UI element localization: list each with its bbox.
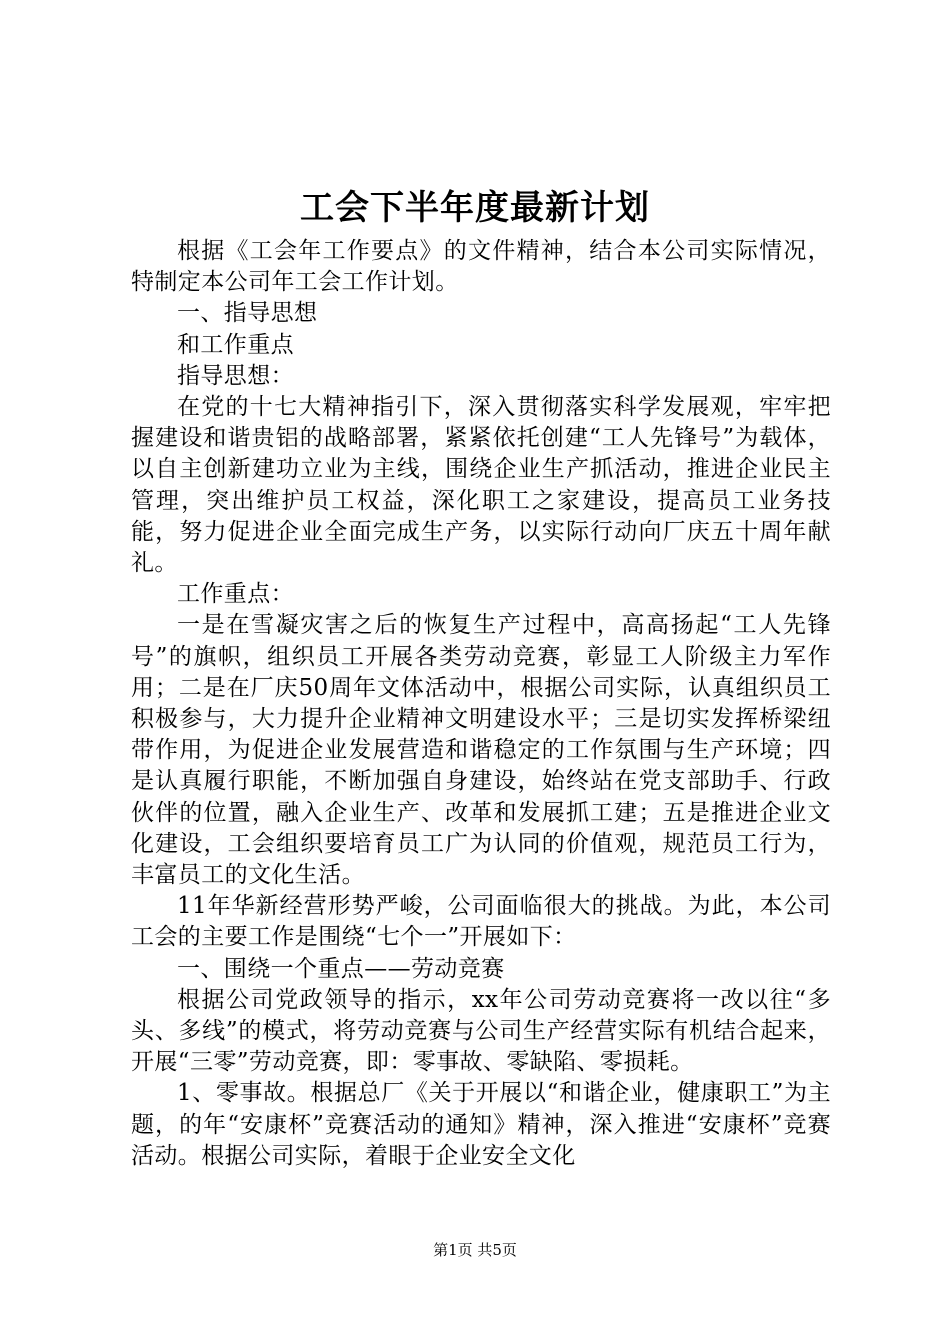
paragraph: 一是在雪凝灾害之后的恢复生产过程中，高高扬起“工人先锋号”的旗帜，组织员工开展各类劳动竞赛，彰显工人阶级主力军作用；二是在厂庆50周年文体活动中，根据公司实际，认真组织员工积极参与，大力提升企业精神文明建设水平；三是切实发挥桥梁纽带作用，为促进企业发展营造和谐稳定的工作氛围与生产环境；四是认真履行职能，不断加强自身建设，始终站在党支部助手、行政伙伴的位置，融入企业生产、改革和发展抓工建；五是推进企业文化建设，工会组织要培育员工广为认同的价值观，规范员工行为，丰富员工的文化生活。 [131, 612, 831, 889]
paragraph: 在党的十七大精神指引下，深入贯彻落实科学发展观，牢牢把握建设和谐贵铝的战略部署，紧紧依托创建“工人先锋号”为载体，以自主创新建功立业为主线，围绕企业生产抓活动，推进企业民主管理，突出维护员工权益，深化职工之家建设，提高员工业务技能，努力促进企业全面完成生产务，以实际行动向厂庆五十周年献礼。 [131, 394, 831, 577]
section-heading: 一、指导思想 [177, 300, 318, 327]
paragraph: 1、零事故。根据总厂《关于开展以“和谐企业，健康职工”为主题，的年“安康杯”竞赛活动的通知》精神，深入推进“安康杯”竞赛活动。根据公司实际，着眼于企业安全文化 [131, 1080, 831, 1169]
section-heading: 一、围绕一个重点——劳动竞赛 [177, 955, 505, 982]
document-body [131, 236, 831, 1172]
subheading: 指导思想： [177, 362, 294, 389]
paragraph: 根据公司党政领导的指示，xx年公司劳动竞赛将一改以往“多头、多线”的模式，将劳动竞赛与公司生产经营实际有机结合起来，开展“三零”劳动竞赛，即：零事故、零缺陷、零损耗。 [131, 986, 831, 1076]
page-footer: 第1页 共5页 [433, 1241, 517, 1259]
paragraph: 11年华新经营形势严峻，公司面临很大的挑战。为此，本公司工会的主要工作是围绕“七个一”开展如下： [131, 893, 831, 951]
paragraph: 根据《工会年工作要点》的文件精神，结合本公司实际情况，特制定本公司年工会工作计划。 [131, 238, 831, 296]
subheading: 工作重点： [177, 581, 294, 608]
document-title: 工会下半年度最新计划 [300, 188, 650, 228]
section-heading: 和工作重点 [177, 331, 294, 358]
